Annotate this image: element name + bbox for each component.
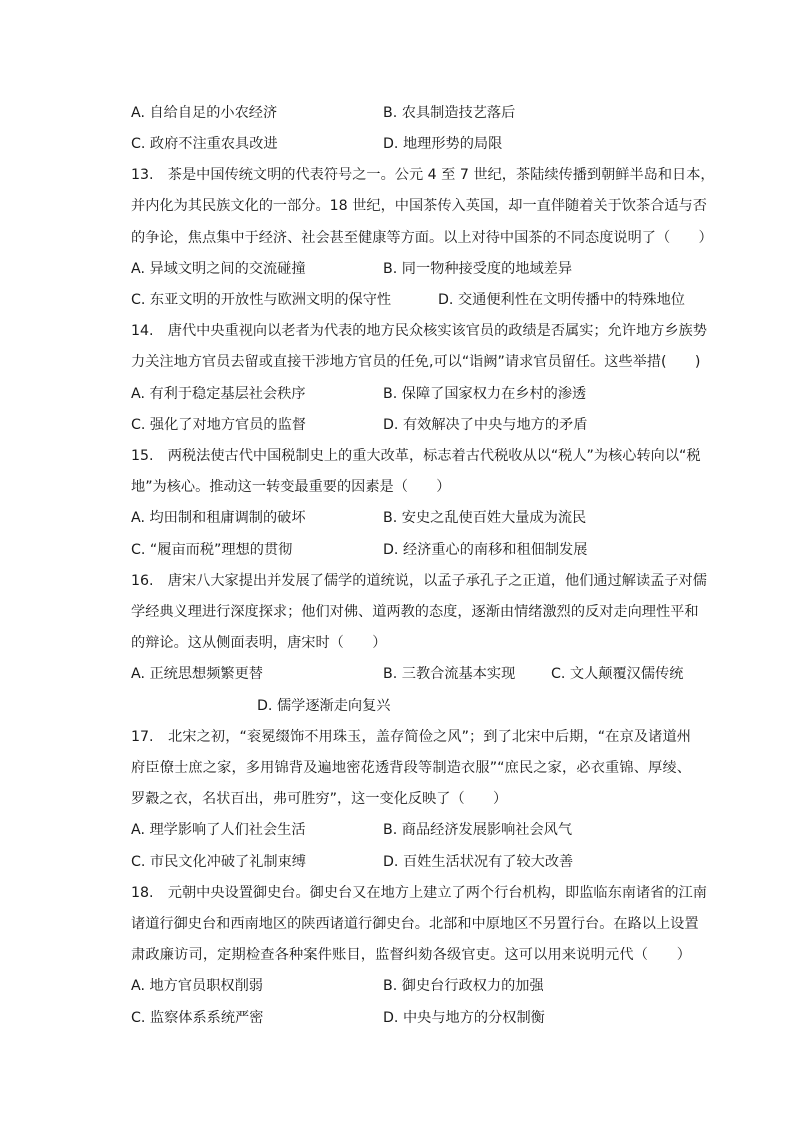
q14-option-a: A. 有利于稳定基层社会秩序 bbox=[131, 386, 306, 402]
q13-option-b: B. 同一物种接受度的地域差异 bbox=[383, 261, 573, 277]
q13-option-c: C. 东亚文明的开放性与欧洲文明的保守性 bbox=[131, 292, 392, 308]
q16-option-d: D. 儒学逐渐走向复兴 bbox=[257, 698, 391, 714]
q14-option-c: C. 强化了对地方官员的监督 bbox=[131, 417, 306, 433]
q14-option-d: D. 有效解决了中央与地方的矛盾 bbox=[383, 417, 588, 433]
q13-option-d: D. 交通便利性在文明传播中的特殊地位 bbox=[438, 292, 685, 308]
q13-stem-line-3: 的争论，焦点集中于经济、社会甚至健康等方面。以上对待中国茶的不同态度说明了（ ） bbox=[131, 230, 713, 246]
q14-stem-line-1: 14. 唐代中央重视向以老者为代表的地方民众核实该官员的政绩是否属实；允许地方乡族势 bbox=[131, 323, 707, 339]
q17-option-c: C. 市民文化冲破了礼制束缚 bbox=[131, 854, 306, 870]
q16-stem-line-2: 学经典义理进行深度探求；他们对佛、道两教的态度，逐渐由情绪激烈的反对走向理性平和 bbox=[131, 604, 699, 620]
q12-option-b: B. 农具制造技艺落后 bbox=[383, 105, 516, 121]
q18-option-a: A. 地方官员职权削弱 bbox=[131, 978, 263, 994]
q14-option-b: B. 保障了国家权力在乡村的渗透 bbox=[383, 386, 587, 402]
q18-stem-line-3: 肃政廉访司，定期检查各种案件账目，监督纠劾各级官吏。这可以用来说明元代（ ） bbox=[131, 947, 691, 963]
q16-option-a: A. 正统思想频繁更替 bbox=[131, 666, 263, 682]
q13-stem-line-1: 13. 茶是中国传统文明的代表符号之一。公元 4 至 7 世纪，茶陆续传播到朝鲜半岛和日本， bbox=[131, 167, 715, 183]
q12-option-d: D. 地理形势的局限 bbox=[383, 136, 503, 152]
q16-stem-line-3: 的辩论。这从侧面表明，唐宋时（ ） bbox=[131, 635, 387, 651]
q18-option-c: C. 监察体系系统严密 bbox=[131, 1010, 264, 1026]
q17-option-d: D. 百姓生活状况有了较大改善 bbox=[383, 854, 574, 870]
q17-option-b: B. 商品经济发展影响社会风气 bbox=[383, 822, 573, 838]
q13-stem-line-2: 并内化为其民族文化的一部分。18 世纪，中国茶传入英国，却一直伴随着关于饮茶合适与否 bbox=[131, 198, 707, 214]
q18-option-b: B. 御史台行政权力的加强 bbox=[383, 978, 544, 994]
q12-option-c: C. 政府不注重农具改进 bbox=[131, 136, 278, 152]
q15-option-b: B. 安史之乱使百姓大量成为流民 bbox=[383, 510, 587, 526]
q16-option-b: B. 三教合流基本实现 bbox=[383, 666, 516, 682]
q16-option-c: C. 文人颠覆汉儒传统 bbox=[551, 666, 684, 682]
q14-stem-line-2: 力关注地方官员去留或直接干涉地方官员的任免,可以“诣阙”请求官员留任。这些举措( ) bbox=[131, 354, 701, 370]
q15-option-a: A. 均田制和租庸调制的破坏 bbox=[131, 510, 306, 526]
q18-option-d: D. 中央与地方的分权制衡 bbox=[383, 1010, 545, 1026]
q15-option-d: D. 经济重心的南移和租佃制发展 bbox=[383, 542, 588, 558]
q16-stem-line-1: 16. 唐宋八大家提出并发展了儒学的道统说，以孟子承孔子之正道，他们通过解读孟子对儒 bbox=[131, 573, 707, 589]
q17-option-a: A. 理学影响了人们社会生活 bbox=[131, 822, 306, 838]
q12-option-a: A. 自给自足的小农经济 bbox=[131, 105, 278, 121]
q17-stem-line-2: 府臣僚士庶之家，多用锦背及遍地密花透背段等制造衣服”“庶民之家，必衣重锦、厚绫、 bbox=[131, 760, 691, 776]
q15-stem-line-1: 15. 两税法使古代中国税制史上的重大改革，标志着古代税收从以“税人”为核心转向以“税 bbox=[131, 448, 701, 464]
q13-option-a: A. 异域文明之间的交流碰撞 bbox=[131, 261, 306, 277]
q18-stem-line-2: 诸道行御史台和西南地区的陕西诸道行御史台。北部和中原地区不另置行台。在路以上设置 bbox=[131, 916, 699, 932]
q15-option-c: C. “履亩而税”理想的贯彻 bbox=[131, 542, 293, 558]
q15-stem-line-2: 地”为核心。推动这一转变最重要的因素是（ ） bbox=[131, 479, 451, 495]
q17-stem-line-3: 罗縠之衣，名状百出，弗可胜穷”，这一变化反映了（ ） bbox=[131, 791, 508, 807]
q17-stem-line-1: 17. 北宋之初，“衮冕缀饰不用珠玉，盖存简俭之风”；到了北宋中后期，“在京及诸道州 bbox=[131, 729, 691, 745]
q18-stem-line-1: 18. 元朝中央设置御史台。御史台又在地方上建立了两个行台机构，即监临东南诸省的江南 bbox=[131, 885, 707, 901]
